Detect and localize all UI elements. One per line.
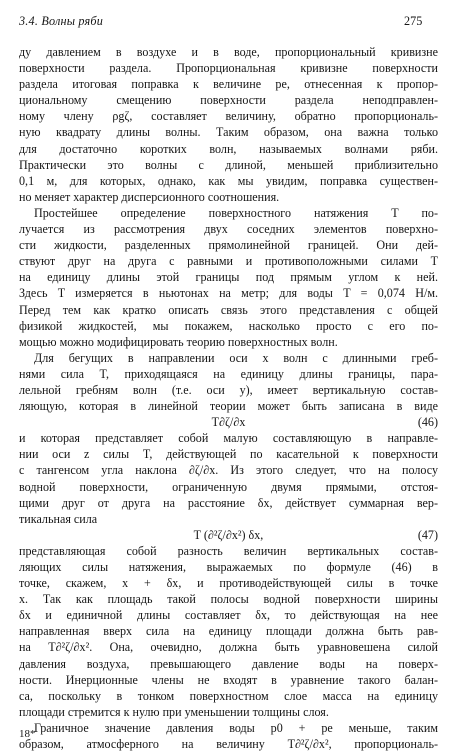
equation-46 [19, 414, 438, 430]
text-line: 0,1 м, для которых, однако, как мы увидим, поправка существен- [19, 173, 438, 188]
text-line: тикальная сила [19, 511, 98, 526]
body-text [19, 44, 438, 752]
text-line: точке, скажем, x + δx, и противодействующей силы в точке [19, 576, 438, 591]
text-line: направленная вверх сила на единицу площади должна быть рав- [19, 624, 438, 639]
text-line: щими друг от друга на расстояние δx, действует суммарная вер- [19, 495, 438, 510]
text-line: поверхности раздела. Пропорциональная кривизне поверхности [19, 61, 438, 76]
text-line: лучается из рассмотрения двух соседних элементов поверхно- [19, 222, 438, 237]
text-line: лельной гребням волн (т.е. оси y), имеет вертикальную состав- [19, 382, 438, 397]
text-line: давления воздуха, превышающего давление воды на поверх- [19, 656, 438, 671]
running-header-section: 3.4. Волны ряби [19, 14, 104, 28]
text-line: ному члену ρgζ, составляет величину, обратно пропорциональ- [19, 109, 438, 124]
text-line: ную квадрату длины волны. Таким образом, она важна только [19, 125, 438, 140]
text-line: ляющую, которая в линейной теории может быть записана в виде [19, 399, 438, 414]
text-line: и которая представляет собой малую составляющую в направле- [19, 431, 438, 446]
text-line: нии оси z силы T, действующей по касательной к поверхности [19, 447, 438, 462]
text-line: Простейшее определение поверхностного натяжения T по- [34, 205, 438, 220]
text-line: для достаточно коротких волн, называемых волнами ряби. [19, 141, 438, 156]
text-line: ствуют друг на друга с равными и противоположными силами T [19, 254, 438, 269]
text-line: Практически это волны с длиной, меньшей приблизительно [19, 157, 438, 172]
text-line: Граничное значение давления воды p0 + pe меньше, таким [34, 720, 438, 735]
text-line: Перед тем как кратко описать связь этого представления с общей [19, 302, 438, 317]
text-line: водной поверхности, ограниченную двумя прямыми, отстоя- [19, 479, 438, 494]
text-line: δx и единичной длины составляет δx, то действующая на нее [19, 608, 438, 623]
text-line: Для бегущих в направлении оси x волн с длинными греб- [34, 350, 438, 365]
text-line: представляющая собой разность величин вертикальных состав- [19, 543, 438, 558]
text-line: но меняет характер дисперсионного соотношения. [19, 189, 280, 204]
text-line: ности. Инерционные члены не входят в уравнение такого балан- [19, 672, 438, 687]
page-number: 275 [404, 14, 423, 28]
equation-number: (46) [417, 415, 438, 430]
text-line: x. Так как площадь такой полосы водной поверхности ширины [19, 592, 438, 607]
text-line: ляющих силы натяжения, выражаемых по формуле (46) в [19, 560, 438, 574]
text-line: раздела итоговая поправка к величине pe, отнесенная к пропор- [19, 77, 438, 92]
text-line: Здесь T измеряется в ньютонах на метр; для воды T = 0,074 Н/м. [19, 286, 438, 301]
text-line: нями сила T, приходящаяся на единицу длины границы, пара- [19, 366, 438, 381]
text-line: циональному смещению поверхности раздела неподправлен- [19, 93, 438, 108]
equation-formula: T∂ζ/∂x [211, 415, 246, 430]
text-line: ду давлением в воздухе и в воде, пропорциональный кривизне [19, 45, 438, 59]
text-line: са, поскольку в тонком поверхностном слое масса на единицу [19, 688, 438, 703]
text-line: образом, атмосферного на величину T∂²ζ/∂x², пропорциональ- [19, 737, 438, 752]
equation-47 [19, 527, 438, 543]
text-line: площади стремится к нулю при уменьшении толщины слоя. [19, 704, 329, 719]
text-line: на единицу длины этой границы под прямым углом к ней. [19, 270, 438, 285]
text-line: мощью можно модифицировать теорию поверхностных волн. [19, 334, 338, 349]
signature-mark: 18* [19, 728, 36, 740]
text-line: на T∂²ζ/∂x². Она, очевидно, должна быть уравновешена силой [19, 640, 438, 655]
text-line: с тангенсом угла наклона ∂ζ/∂x. Из этого следует, что на полосу [19, 463, 438, 478]
text-line: сти жидкости, разделенных прямолинейной границей. Они дей- [19, 238, 438, 253]
equation-number: (47) [417, 527, 438, 542]
equation-formula: T (∂²ζ/∂x²) δx, [193, 527, 264, 542]
text-line: физикой жидкостей, мы покажем, насколько просто с его по- [19, 318, 438, 333]
